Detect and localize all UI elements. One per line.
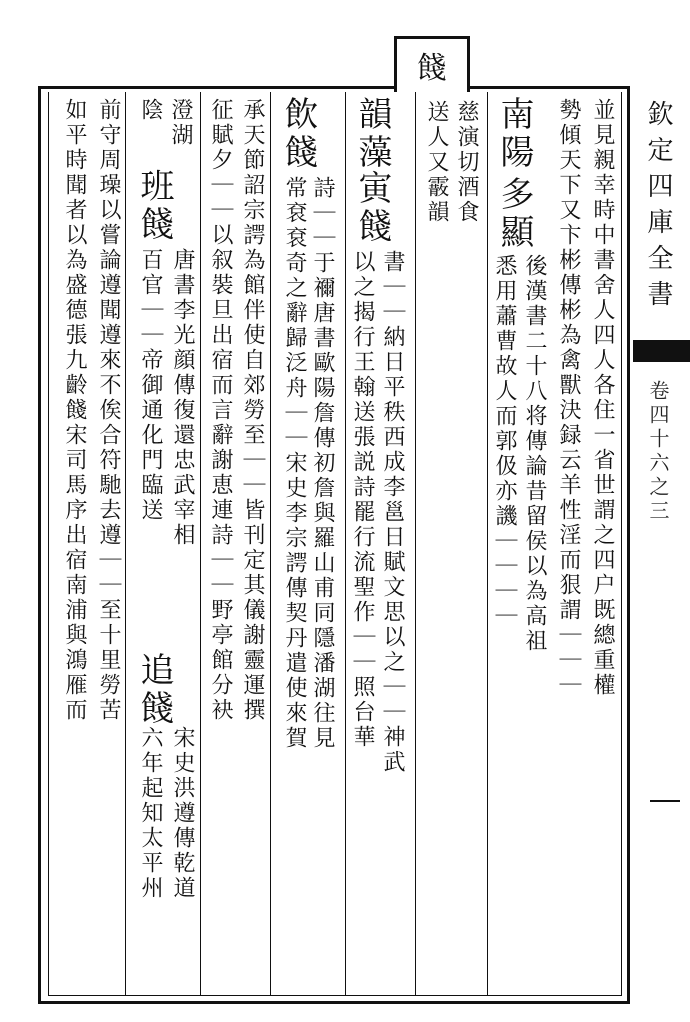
entry-heading: 顯: [494, 214, 534, 252]
text-column: 並見親幸時中書舍人四人各住一省世謂之四户既總重權: [590, 98, 615, 698]
text-column: 陰: [138, 98, 163, 123]
text-column: 征賦夕｜｜以叙裝旦出宿而言辭謝恵連詩｜｜野亭館分袂: [208, 98, 233, 723]
text-column: 常袞袞奇之辭歸泛舟｜｜宋史李宗諤傳契丹遣使來賀: [282, 176, 307, 751]
text-column: 詩｜｜于禰唐書歐陽詹傳初詹與羅山甫同隱潘湖往見: [310, 176, 335, 751]
entry-heading: 南陽: [494, 96, 534, 172]
entry-heading: 寅餞: [352, 170, 392, 246]
text-column: 六年起知太平州: [138, 726, 163, 901]
text-column: 澄湖: [168, 98, 193, 148]
text-column: 以之揭行王翰送張説詩罷行流聖作｜｜照台華: [350, 250, 375, 750]
text-column: 送人又霰韻: [424, 100, 449, 225]
text-column: 承天節詔宗諤為館伴使自郊勞至｜｜皆刊定其儀謝靈運撰: [240, 98, 265, 723]
entry-heading: 飲餞: [278, 96, 318, 172]
text-column: 前守周璪以嘗論遵聞遵來不俟合符馳去遵｜｜至十里勞苦: [96, 98, 121, 723]
column-rule: [125, 92, 126, 996]
column-rule: [415, 92, 416, 996]
text-column: 書｜｜納日平秩西成李邕日賦文思以之｜｜神武: [380, 250, 405, 775]
volume-label: 卷四十六之三: [646, 380, 670, 524]
text-column: 如平時聞者以為盛德張九齡餞宋司馬序出宿南浦與鴻雁而: [62, 98, 87, 723]
margin-rule: [650, 800, 680, 802]
column-rule: [270, 92, 271, 996]
text-column: 唐書李光顔傳復還忠武宰相: [170, 248, 195, 548]
text-column: 後漢書二十八将傳論昔留侯以為高祖: [522, 254, 547, 654]
book-title: 欽定四庫全書: [643, 100, 673, 316]
entry-heading: 追餞: [134, 652, 174, 728]
text-column: 慈演切酒食: [454, 100, 479, 225]
text-column: 勢傾天下又卞彬傳彬為禽獸決録云羊性淫而狠謂｜｜｜: [556, 98, 581, 698]
text-column: 悉用蕭曹故人而郭伋亦譏｜｜｜｜: [492, 254, 517, 629]
fishtail-mark: [633, 340, 690, 362]
entry-heading: 韻藻: [352, 96, 392, 172]
text-column: 宋史洪遵傳乾道: [170, 726, 195, 901]
text-column: 百官｜｜帝御通化門臨送: [138, 248, 163, 523]
column-rule: [200, 92, 201, 996]
entry-heading: 多: [494, 176, 534, 214]
header-tab-character: 餞: [417, 51, 447, 86]
entry-heading: 班餞: [134, 168, 174, 244]
column-rule: [487, 92, 488, 996]
column-rule: [345, 92, 346, 996]
